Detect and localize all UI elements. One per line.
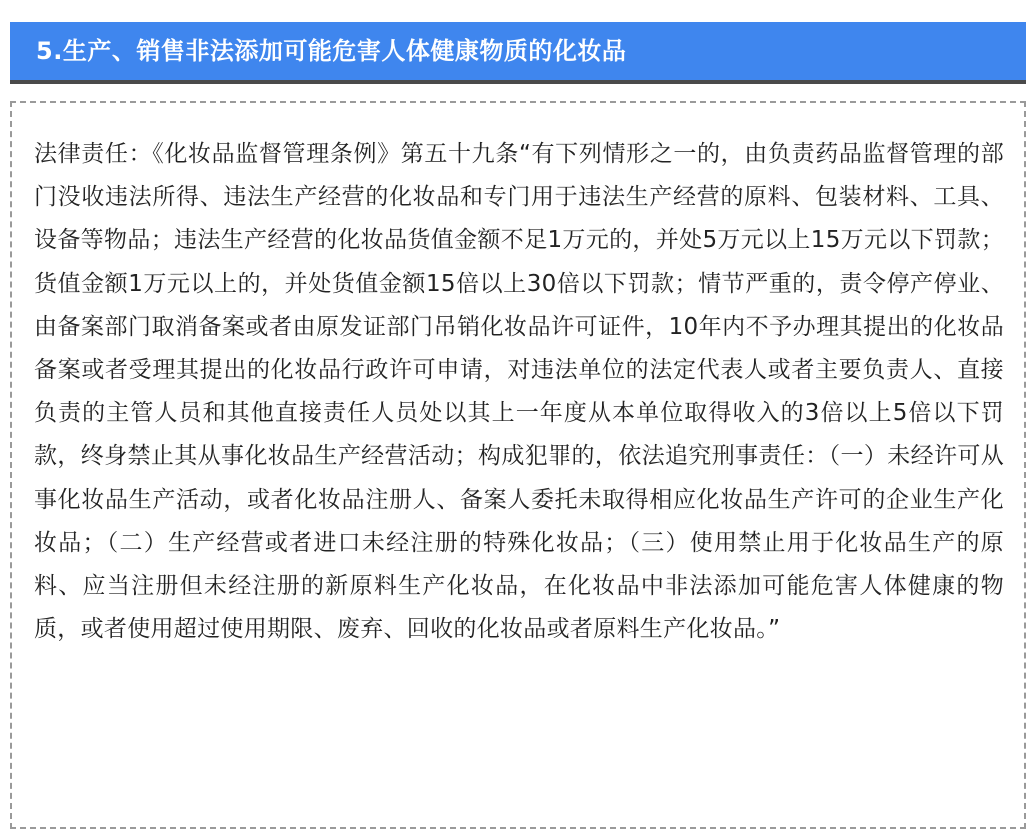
content-box [10, 101, 1026, 829]
section-title: 5.生产、销售非法添加可能危害人体健康物质的化妆品 [36, 37, 627, 65]
section-header [10, 22, 1026, 84]
legal-liability-paragraph: 法律责任：《化妆品监督管理条例》第五十九条“有下列情形之一的，由负责药品监督管理的部门没收违法所得、违法生产经营的化妆品和专门用于违法生产经营的原料、包装材料、工具、设备等物品；违法生产经营的化妆品货值金额不足1万元的，并处5万元以上15万元以下罚款；货值金额1万元以上的，并处货值金额15倍以上30倍以下罚款；情节严重的，责令停产停业、由备案部门取消备案或者由原发证部门吊销化妆品许可证件，10年内不予办理其提出的化妆品备案或者受理其提出的化妆品行政许可申请，对违法单位的法定代表人或者主要负责人、直接负责的主管人员和其他直接责任人员处以其上一年度从本单位取得收入的3倍以上5倍以下罚款，终身禁止其从事化妆品生产经营活动；构成犯罪的，依法追究刑事责任：（一）未经许可从事化妆品生产活动，或者化妆品注册人、备案人委托未取得相应化妆品生产许可的企业生产化妆品；（二）生产经营或者进口未经注册的特殊化妆品；（三）使用禁止用于化妆品生产的原料、应当注册但未经注册的新原料生产化妆品，在化妆品中非法添加可能危害人体健康的物质，或者使用超过使用期限、废弃、回收的化妆品或者原料生产化妆品。” [34, 141, 1004, 643]
